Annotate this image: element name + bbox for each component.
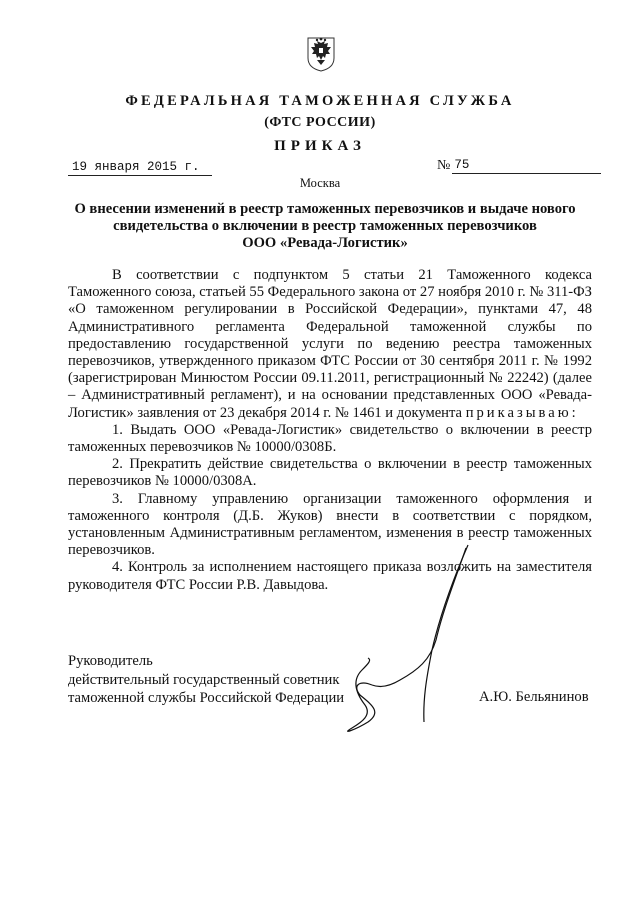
order-word: приказываю: [465,404,579,421]
signatory-title-line: Руководитель [68,653,153,669]
preamble-text: В соответствии с подпунктом 5 статьи 21 Таможенного кодекса Таможенного союза, статьей 55 Федерального закона от 27 ноября 2010 г. № 311-ФЗ «О таможенном регулировании в Российской Федерации», пунктами 47, 48 Административного регламента Федеральной таможенной службы по предоставлению государственной услуги по ведению реестра таможенных перевозчиков, утвержденного приказом ФТС России от 30 сентября 2011 г. № 1992 (зарегистрирован Минюстом России 09.11.2011, регистрационный № 22242) (далее – Административный регламент), и на основании представленных ООО «Ревада-Логистик» заявления от 23 декабря 2014 г. № 1461 и документа [68,267,592,421]
signatory-title [68,652,344,708]
russian-coat-of-arms-icon [306,36,336,72]
preamble-paragraph [68,267,592,422]
signatory-title-line: действительный государственный советник [68,671,340,688]
order-item: 2. Прекратить действие свидетельства о включении в реестр таможенных перевозчиков № 10000/0308А. [68,456,592,490]
signatory-title-line: таможенной службы Российской Федерации [68,690,345,706]
order-date: 19 января 2015 г. [68,160,212,176]
subject-line: О внесении изменений в реестр таможенных перевозчиков и выдаче нового [74,201,576,217]
agency-name: ФЕДЕРАЛЬНАЯ ТАМОЖЕННАЯ СЛУЖБА [125,93,515,109]
order-item: 3. Главному управлению организации таможенного оформления и таможенного контроля (Д.Б. Жуков) внести в соответствии с порядком, установленным Административным регламентом, изменения в реестр таможенных перевозчиков. [68,490,592,559]
subject-heading [60,201,590,252]
number-label: № [437,158,451,173]
order-number [437,158,601,174]
number-value: 75 [452,158,601,174]
order-body [68,267,592,594]
order-item: 4. Контроль за исполнением настоящего приказа возложить на заместителя руководителя ФТС России Р.В. Давыдова. [68,559,592,593]
city: Москва [299,176,341,190]
subject-line: свидетельства о включении в реестр таможенных перевозчиков [113,218,537,234]
agency-short-name: (ФТС РОССИИ) [264,115,376,130]
signatory-name: А.Ю. Бельянинов [479,689,589,705]
document-type: ПРИКАЗ [274,138,366,154]
subject-line: ООО «Ревада-Логистик» [242,235,408,251]
order-item: 1. Выдать ООО «Ревада-Логистик» свидетельство о включении в реестр таможенных перевозчиков № 10000/0308Б. [68,421,592,456]
